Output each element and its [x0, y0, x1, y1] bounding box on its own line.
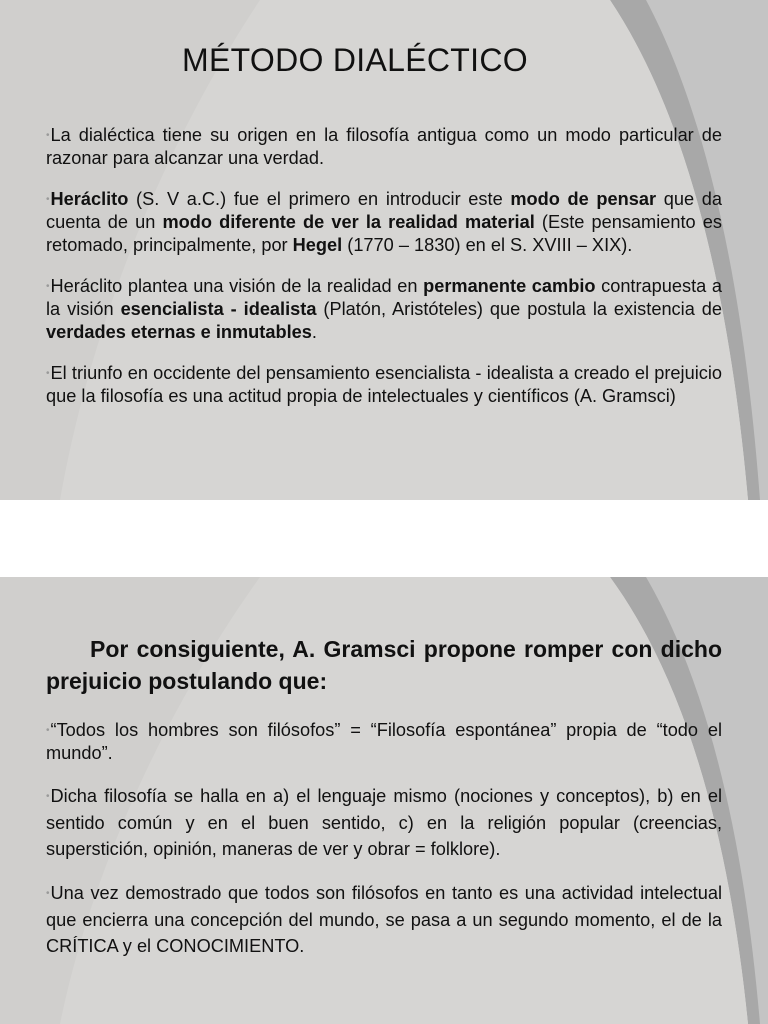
slide-2-lead: Por consiguiente, A. Gramsci propone romper con dicho prejuicio postulando que:	[46, 636, 722, 694]
bullet-dot-icon: •	[46, 281, 50, 292]
bullet-dot-icon: •	[46, 194, 50, 205]
slide-1-body	[46, 124, 722, 426]
bullet-dot-icon: •	[46, 368, 50, 379]
bullet-dot-icon: •	[46, 791, 50, 802]
slide-2-body	[46, 633, 722, 977]
bullet-dot-icon: •	[46, 888, 50, 899]
slide-title: MÉTODO DIALÉCTICO	[182, 42, 528, 78]
paragraph-2: •Heráclito (S. V a.C.) fue el primero en introducir este modo de pensar que da cuenta de un modo diferente de ver la realidad material (Este pensamiento es retomado, principalmente, por Hegel (1770 – 1830) en el S. XVIII – XIX).	[46, 189, 722, 255]
slide-1	[0, 0, 768, 500]
paragraph-1: •La dialéctica tiene su origen en la filosofía antigua como un modo particular de razonar para alcanzar una verdad.	[46, 125, 722, 168]
paragraph-3: •Heráclito plantea una visión de la realidad en permanente cambio contrapuesta a la visión esencialista - idealista (Platón, Aristóteles) que postula la existencia de verdades eternas e inmutables.	[46, 276, 722, 342]
paragraph-3: •Una vez demostrado que todos son filósofos en tanto es una actividad intelectual que encierra una concepción del mundo, se pasa a un segundo momento, el de la CRÍTICA y el CONOCIMIENTO.	[46, 883, 722, 956]
slide-2	[0, 577, 768, 1024]
bullet-dot-icon: •	[46, 130, 50, 141]
paragraph-2: •Dicha filosofía se halla en a) el lenguaje mismo (nociones y conceptos), b) en el sentido común y en el buen sentido, c) en la religión popular (creencias, superstición, opinión, maneras de ver y obrar = folklore).	[46, 786, 722, 859]
bullet-dot-icon: •	[46, 725, 50, 736]
paragraph-4: •El triunfo en occidente del pensamiento esencialista - idealista a creado el prejuicio que la filosofía es una actitud propia de intelectuales y científicos (A. Gramsci)	[46, 363, 722, 406]
paragraph-1: •“Todos los hombres son filósofos” = “Filosofía espontánea” propia de “todo el mundo”.	[46, 720, 722, 763]
